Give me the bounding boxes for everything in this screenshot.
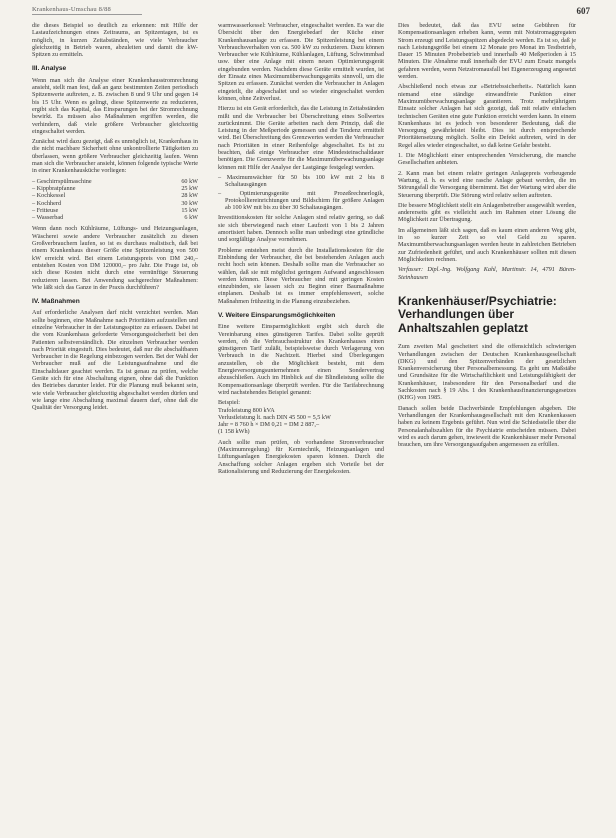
paragraph: Die bessere Möglichkeit stellt ein Anlagenbetreiber ausgewählt werden, andererseits gibt es vielleicht auch im Rahmen einer Lösung die Möglichkeit zur Übertragung. bbox=[398, 201, 577, 224]
column-2 bbox=[218, 22, 384, 478]
row-value: 25 kW bbox=[181, 184, 198, 192]
paragraph: Zunächst wird dazu gezeigt, daß es unmöglich ist, Krankenhaus in die nicht machbare Sicherheit ohne unkontrollierte Tätigkeiten zu überlassen, wenn größere Verbraucher gleichzeitig laufen. Wenn man sich die Verbraucher ansieht, können folgende typische Werte in einer Krankenhausküche vorliegen: bbox=[32, 138, 198, 175]
paragraph: Wenn man sich die Analyse einer Krankenhausstromrechnung ansieht, stellt man fest, daß an ganz bestimmten Zeiten periodisch Spitzenwerte auftreten, z. B. zwischen 8 und 9 Uhr und gegen 14 bis 15 Uhr. Wenn es gelingt, diese Spitzenwerte zu reduzieren, ergibt sich das Kapital, das Einsparungen bei der Stromrechnung bewirkt. Es müssen also Maßnahmen ergriffen werden, die verhindern, daß viele größere Verbraucher gleichzeitig eingeschaltet werden. bbox=[32, 76, 198, 135]
paragraph: Eine weitere Einsparmöglichkeit ergibt sich durch die Vereinbarung eines günstigeren Tarifes. Dabei sollte geprüft werden, ob die Verbrauchsstruktur des Krankenhauses einen günstigeren Tarif zuläßt, beispielsweise durch Verlagerung von Verbrauch in die Nachtzeit. Hierbei sind Überlegungen anzustellen, ob die Möglichkeit besteht, mit dem Energieversorgungsunternehmen einen Sondervertrag abzuschließen. Auch im Hinblick auf die Blindleistung sollte die Kompensationsanlage überprüft werden. Für die Tarifabrechnung wird nachstehendes Beispiel genannt: bbox=[218, 323, 384, 396]
paragraph: Auf erforderliche Analysen darf nicht verzichtet werden. Man sollte beginnen, eine Maßnahme nach Prioritäten aufzustellen und einzelne Verbraucher in der Leistungsspitze zu erfassen. Dabei ist die vom Krankenhaus geforderte Versorgungssicherheit bei den Patienten selbstverständlich. Die einzelnen Verbraucher werden nach Priorität eingestuft. Dies bedeutet, daß nur die abschaltbaren Verbraucher in die Regelung einbezogen werden. Bei der Wahl der Verbraucher muß auf die Leistungsaufnahme und die Einschaltdauer geachtet werden. Es ist genau zu prüfen, welche Geräte sich für eine Abschaltung eignen, ohne daß die Funktion des Betriebes darunter leidet. Für die Planung muß bekannt sein, wie viele Verbraucher gleichzeitig abgeschaltet werden dürfen und wie lange eine Abschaltung maximal dauern darf, ohne daß die Qualität der Versorgung leidet. bbox=[32, 309, 198, 412]
paragraph: 2. Kann man bei einem relativ geringen Anlagepreis vorbeugende Wartung, d. h. es wird eine rasche Anlage gebaut werden, die im Störungsfall die Versorgung übernimmt. Bei der Wartung wird aber die Steuerung überprüft. Die Störung wird relativ selten auftreten. bbox=[398, 169, 576, 199]
row-value: 6 kW bbox=[184, 214, 198, 222]
row-label: – Kippbratpfanne bbox=[32, 184, 76, 192]
calc-line: Trafoleistung 800 kVA bbox=[218, 406, 275, 414]
column-1 bbox=[32, 22, 198, 415]
paragraph: warmwasserkessel: Verbraucher, eingeschaltet werden. Es war die Übersicht über den Energiebedarf der Küche einer Krankenhausanlage zu erfassen. Die Spitzenleistung bei einem Verbrauchsverhalten von ca. 500 kW zu reduzieren. Dazu können Verbraucher wie Kühlräume, Kühlanlagen, Lüftung, Schwimmbad usw. über eine Anlage mit einem neuen Optimierungsgerät eingebunden werden. Nachdem diese Geräte ermittelt wurden, ist der Einsatz eines Maximumüberwachungsgeräts sinnvoll, um die Spitzen zu erfassen. Zunächst werden die Verbraucher in Anlagen eingeteilt, die abgeschaltet und so wieder eingeschaltet werden können, ohne Zeitverlust. bbox=[218, 22, 384, 102]
table-row bbox=[32, 192, 198, 199]
page-number: 607 bbox=[576, 6, 590, 16]
row-value: 15 kW bbox=[181, 206, 198, 214]
table-row bbox=[32, 200, 198, 207]
paragraph: Auch sollte man prüfen, ob vorhandene Stromverbraucher (Maximumregelung) für Kerntechnik, Heizungsanlagen und Lüftungsanlagen Energiekosten sparen können. Durch die Anschaffung solcher Anlagen ergeben sich Vorteile bei der Rationalisierung und Reduzierung der Energiekosten. bbox=[218, 438, 384, 475]
row-label: – Fritteuse bbox=[32, 206, 59, 214]
row-label: – Kochherd bbox=[32, 199, 62, 207]
paragraph: Investitionskosten für solche Anlagen sind relativ gering, so daß sie sich überwiegend nach einer Laufzeit von 1 bis 2 Jahren amortisiert haben. Dennoch sollte man unbedingt eine gründliche und sorgfältige Analyse vornehmen. bbox=[218, 214, 384, 244]
section-heading: V. Weitere Einsparungsmöglichkeiten bbox=[218, 311, 336, 319]
calc-line: Jahr = 8 760 h × DM 0,21 = DM 2 887,– bbox=[218, 421, 320, 429]
calc-line: Verlustleistung lt. nach DIN 45 500 = 5,5 kW bbox=[218, 413, 331, 421]
row-label: – Kochkessel bbox=[32, 192, 66, 200]
power-table bbox=[32, 178, 198, 222]
paragraph: Danach sollen beide Dachverbände Empfehlungen abgeben. Die Verhandlungen der Krankenhausgesellschaft mit den Krankenkassen haben zu keinem Ergebnis geführt. Nun wird die Schiedsstelle über die Personalanhaltszahlen für die Psychiatrie entscheiden müssen. Dabei wird es auch darum gehen, inwieweit die Krankenhäuser mehr Personal brauchen, um ihre Versorgungsaufgaben angemessen zu erfüllen. bbox=[398, 404, 576, 449]
row-value: 28 kW bbox=[181, 192, 198, 200]
calculation-block bbox=[218, 399, 384, 435]
article-headline: Krankenhäuser/Psychiatrie: Verhandlungen über Anhaltszahlen geplatzt bbox=[398, 293, 557, 335]
table-row bbox=[32, 185, 198, 192]
running-title: Krankenhaus-Umschau 8/88 bbox=[32, 6, 111, 13]
table-row bbox=[32, 214, 198, 221]
paragraph: die dieses Beispiel so deutlich zu erkennen: mit Hilfe der Lastaufzeichnungen eines Zeitraums, an Spitzentagen, ist es möglich, in kurzen Zeitabständen, wie viele Verbraucher gleichzeitig in Betrieb waren, abzuleiten und damit die kW-Spitzen zu ermitteln. bbox=[32, 22, 198, 59]
paragraph: Hierzu ist ein Gerät erforderlich, das die Leistung in Zeitabständen mißt und die Verbraucher bei Überschreitung eines Sollwertes zurücknimmt. Die Geräte arbeiten nach dem Prinzip, daß die Leistung in der Meßperiode gemessen und die Tendenz ermittelt wird. Bei Überschreitung des Grenzwertes werden die Verbraucher nach Prioritäten in einer Reihenfolge abgeschaltet. Es ist zu beachten, daß einige Verbraucher eine Mindesteinschaltdauer benötigen. Die Grenzwerte für die Maximumüberwachungsanlage können mit Hilfe der Analyse der Lastgänge festgelegt werden. bbox=[218, 105, 384, 171]
calc-line: (1 158 kWh) bbox=[218, 428, 250, 436]
author-note: Verfasser: Dipl.-Ing. Wolfgang Kahl, Martinstr. 14, 4791 Büren-Steinhausen bbox=[398, 266, 576, 281]
row-value: 60 kW bbox=[181, 177, 198, 185]
row-value: 30 kW bbox=[181, 199, 198, 207]
list-item: – Maximumwächter für 50 bis 100 kW mit 2 bis 8 Schaltausgängen bbox=[218, 173, 384, 189]
row-label: – Wasserbad bbox=[32, 214, 64, 222]
calc-label: Beispiel: bbox=[218, 399, 240, 407]
section-heading: III. Analyse bbox=[32, 65, 67, 73]
paragraph: Zum zweiten Mal gescheitert sind die offensichtlich schwierigen Verhandlungen zwischen der Deutschen Krankenhausgesellschaft (DKG) und den Spitzenverbänden der gesetzlichen Krankenversicherung über Personalbemessung. Es geht um Maßstäbe und Grundsätze für die Wirtschaftlichkeit und Leistungsfähigkeit der Krankenhäuser, insbesondere für den Personalbedarf und die Sachkosten nach § 19 Abs. 1 des Krankenhausfinanzierungsgesetzes (KHG) von 1985. bbox=[398, 343, 576, 402]
table-row bbox=[32, 207, 198, 214]
table-row bbox=[32, 178, 198, 185]
paragraph: Dies bedeutet, daß das EVU seine Gebühren für Kompensationsanlagen erheben kann, wenn mit Notstromaggregaten Strom erzeugt und Leistungsspitzen abgedeckt werden. Es ist so, daß je nach Leistungsgröße bei einem 12 Monate pro Monat im Testbetrieb, Dauer 15 Minuten Probebetrieb und innerhalb 40 Meßperioden à 15 Minuten. Die Abnahme muß innerhalb der EVU zum Ersatz mangels gefahren werden, wenn Netzstromausfall bei Eigenerzeugung angesetzt werden. bbox=[398, 22, 576, 81]
paragraph: Probleme entstehen meist durch die Installationskosten für die Einbindung der Verbraucher, die bei bestehenden Anlagen auch recht hoch sein können. Deshalb sollte man die Verbraucher so wählen, daß sie mit möglichst geringem Aufwand angeschlossen werden können. Diese Verbraucher sind mit geringen Kosten einzubinden, sie lassen sich zu Beginn einer Baumaßnahme einplanen. Deshalb ist es immer empfehlenswert, solche Maßnahmen frühzeitig in die Planung einzubeziehen. bbox=[218, 246, 384, 305]
paragraph: Wenn dann noch Kühlräume, Lüftungs- und Heizungsanlagen, Wäscherei sowie andere Verbraucher zusätzlich zu diesen Großverbrauchern laufen, so ist es durchaus realistisch, daß bei einem Krankenhaus dieser Größe eine Spitzenleistung von 500 kW erreicht wird. Bei einem Leistungspreis von DM 240,– entstehen Kosten von DM 120000,– pro Jahr. Die Frage ist, ob sich diese Kosten nicht durch eine vernünftige Steuerung reduzieren lassen. Bei Anwendung sachgerechter Maßnahmen: Wie läßt sich das Ganze in der Praxis durchführen? bbox=[32, 225, 198, 291]
paragraph: Im allgemeinen läßt sich sagen, daß es kaum einen anderen Weg gibt, in so kurzer Zeit so viel Geld zu sparen. Maximumüberwachungsanlagen werden heute in zahlreichen Betrieben zur Zufriedenheit geführt, und auch Krankenhäuser sollten mit diesen Möglichkeiten rechnen. bbox=[398, 226, 576, 263]
header-rule bbox=[32, 14, 142, 15]
row-label: – Geschirrspülmaschine bbox=[32, 177, 92, 185]
paragraph: 1. Die Möglichkeit einer entsprechenden Versicherung, die manche Gesellschaften anbieten. bbox=[398, 152, 576, 167]
paragraph: Abschließend noch etwas zur »Betriebssicherheit«. Natürlich kann niemand eine ständige einwandfreie Funktion einer Maximumüberwachungsanlage garantieren. Trotz mehrjährigem Einsatz solcher Anlagen hat sich gezeigt, daß mit relativ einfachen technischen Geräten eine gute Funktion erreicht werden kann. In einem Krankenhaus ist es jedoch von besonderer Bedeutung, daß die Versorgung gewährleistet bleibt. Dies ist durch entsprechende Prioritätensetzung möglich. Sollte ein Defekt auftreten, wird in der Regel alles wieder eingeschaltet, so daß keine Gefahr besteht. bbox=[398, 83, 576, 149]
column-3 bbox=[398, 22, 576, 451]
list-item: – Optimierungsgeräte mit Prozeßrechnerlogik, Protokolliereinrichtungen und Bildschirm für größere Anlagen ab 100 kW mit bis zu über 30 Schaltausgängen. bbox=[218, 189, 384, 212]
section-heading: IV. Maßnahmen bbox=[32, 298, 80, 306]
device-list bbox=[218, 174, 384, 211]
